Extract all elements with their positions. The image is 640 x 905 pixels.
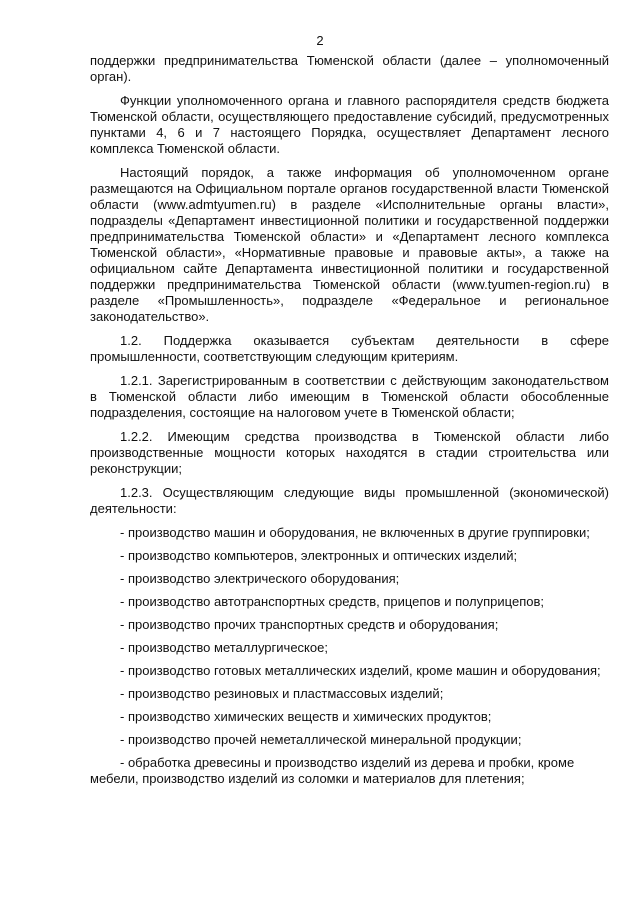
list-item: - производство электрического оборудования; (120, 571, 400, 586)
clause-1-2-2: 1.2.2. Имеющим средства производства в Тюменской области либо производственные мощности которых находятся в стадии строительства или реконструкции; (90, 429, 609, 476)
paragraph-publication: Настоящий порядок, а также информация об уполномоченном органе размещаются на Официальном портале органов государственной власти Тюменской области (www.admtyumen.ru) в разделе «Исполнительные органы власти», подразделы «Департамент инвестиционной политики и государственной поддержки предпринимательства Тюменской области» и «Департамент лесного комплекса Тюменской области», «Нормативные правовые и правовые акты», а также на официальном сайте Департамента инвестиционной политики и государственной поддержки предпринимательства Тюменской области (www.tyumen-region.ru) в разделе «Промышленность», подразделе «Федеральное и региональное законодательство». (90, 165, 609, 324)
list-item: - производство резиновых и пластмассовых изделий; (120, 686, 444, 701)
document-body (90, 53, 609, 794)
page-number: 2 (316, 33, 324, 48)
list-item: - производство прочей неметаллической минеральной продукции; (120, 732, 522, 747)
clause-1-2: 1.2. Поддержка оказывается субъектам деятельности в сфере промышленности, соответствующим следующим критериям. (90, 333, 609, 364)
list-item: - производство металлургическое; (120, 640, 328, 655)
list-item: - производство машин и оборудования, не включенных в другие группировки; (120, 525, 590, 540)
paragraph-continuation: поддержки предпринимательства Тюменской области (далее – уполномоченный орган). (90, 53, 609, 84)
list-item: - производство прочих транспортных средств и оборудования; (120, 617, 499, 632)
list-item: - производство автотранспортных средств, прицепов и полуприцепов; (120, 594, 544, 609)
paragraph-functions: Функции уполномоченного органа и главного распорядителя средств бюджета Тюменской области, осуществляющего предоставление субсидий, предусмотренных пунктами 4, 6 и 7 настоящего Порядка, осуществляет Департамент лесного комплекса Тюменской области. (90, 93, 609, 156)
clause-1-2-1: 1.2.1. Зарегистрированным в соответствии с действующим законодательством в Тюменской области либо имеющим в Тюменской области обособленные подразделения, состоящие на налоговом учете в Тюменской области; (90, 373, 609, 420)
clause-1-2-3: 1.2.3. Осуществляющим следующие виды промышленной (экономической) деятельности: (90, 485, 609, 516)
list-item: - производство готовых металлических изделий, кроме машин и оборудования; (120, 663, 601, 678)
list-item: - обработка древесины и производство изделий из дерева и пробки, кроме мебели, производство изделий из соломки и материалов для плетения; (90, 755, 575, 786)
list-item: - производство химических веществ и химических продуктов; (120, 709, 492, 724)
list-item: - производство компьютеров, электронных и оптических изделий; (120, 548, 518, 563)
